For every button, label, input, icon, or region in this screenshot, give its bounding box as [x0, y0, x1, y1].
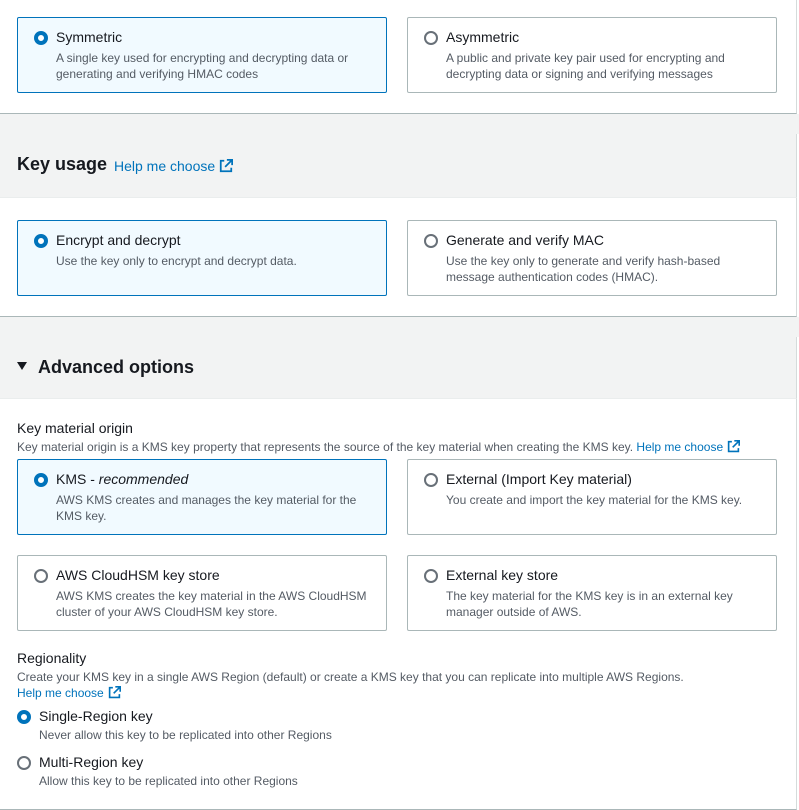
kms-recommended-tag: recommended: [98, 471, 189, 487]
kms-origin-option[interactable]: [17, 459, 387, 535]
key-material-desc-text: Key material origin is a KMS key property that represents the source of the key material when creating the KMS key.: [17, 440, 634, 454]
single-region-label: Single-Region key: [39, 708, 153, 724]
kms-origin-label: [56, 471, 188, 487]
kms-origin-label-text: KMS -: [56, 471, 99, 487]
regionality-help-text: Help me choose: [17, 686, 104, 700]
caret-down-icon[interactable]: [17, 362, 27, 370]
external-key-store-desc: The key material for the KMS key is in an external key manager outside of AWS.: [446, 589, 733, 619]
symmetric-label: Symmetric: [56, 29, 123, 45]
multi-region-label: Multi-Region key: [39, 754, 144, 770]
external-key-store-label: External key store: [446, 567, 559, 583]
external-origin-desc: You create and import the key material for the KMS key.: [446, 493, 743, 507]
symmetric-option[interactable]: [17, 17, 387, 93]
regionality-desc-text: Create your KMS key in a single AWS Region (default) or create a KMS key that you can replicate into multiple AWS Regions.: [17, 670, 684, 684]
asymmetric-label: Asymmetric: [446, 29, 520, 45]
key-material-desc: [17, 439, 740, 455]
key-usage-panel: [0, 198, 797, 317]
encrypt-decrypt-label: Encrypt and decrypt: [56, 232, 181, 248]
kms-origin-desc: AWS KMS creates and manages the key material for the KMS key.: [56, 493, 357, 523]
encrypt-decrypt-desc: Use the key only to encrypt and decrypt data.: [56, 254, 297, 268]
multi-region-desc: Allow this key to be replicated into other Regions: [39, 774, 298, 788]
external-origin-option[interactable]: [407, 459, 777, 535]
encrypt-decrypt-radio[interactable]: [34, 234, 48, 248]
cloudhsm-option[interactable]: [17, 555, 387, 631]
single-region-option[interactable]: [17, 708, 377, 744]
key-material-help-link[interactable]: [636, 440, 740, 454]
generate-mac-radio[interactable]: [424, 234, 438, 248]
generate-mac-option[interactable]: [407, 220, 777, 296]
key-usage-title: Key usage: [17, 154, 108, 174]
asymmetric-radio[interactable]: [424, 31, 438, 45]
multi-region-radio[interactable]: [17, 756, 31, 770]
symmetric-desc: A single key used for encrypting and decrypting data or generating and verifying HMAC codes: [56, 51, 349, 81]
external-link-icon: [219, 159, 233, 173]
multi-region-option[interactable]: [17, 754, 377, 790]
external-link-icon: [727, 440, 740, 453]
section-gap: [0, 114, 799, 134]
key-usage-help-link[interactable]: [114, 158, 233, 174]
key-usage-header: [0, 134, 797, 198]
key-material-label: Key material origin: [17, 420, 133, 436]
symmetric-radio[interactable]: [34, 31, 48, 45]
cloudhsm-label: AWS CloudHSM key store: [56, 567, 220, 583]
asymmetric-desc: A public and private key pair used for encrypting and decrypting data or signing and verifying messages: [446, 51, 725, 81]
regionality-help-link[interactable]: [17, 686, 121, 700]
kms-origin-radio[interactable]: [34, 473, 48, 487]
external-link-icon: [108, 686, 121, 699]
external-key-store-radio[interactable]: [424, 569, 438, 583]
regionality-label: Regionality: [17, 650, 87, 666]
single-region-desc: Never allow this key to be replicated into other Regions: [39, 728, 332, 742]
section-gap: [0, 317, 799, 337]
single-region-radio[interactable]: [17, 710, 31, 724]
advanced-options-title[interactable]: Advanced options: [38, 357, 195, 377]
generate-mac-label: Generate and verify MAC: [446, 232, 604, 248]
key-type-panel: [0, 0, 797, 114]
cloudhsm-desc: AWS KMS creates the key material in the AWS CloudHSM cluster of your AWS CloudHSM key store.: [56, 589, 367, 619]
encrypt-decrypt-option[interactable]: [17, 220, 387, 296]
external-origin-radio[interactable]: [424, 473, 438, 487]
asymmetric-option[interactable]: [407, 17, 777, 93]
external-key-store-option[interactable]: [407, 555, 777, 631]
cloudhsm-radio[interactable]: [34, 569, 48, 583]
key-usage-help-text: Help me choose: [114, 158, 216, 174]
generate-mac-desc: Use the key only to generate and verify hash-based message authentication codes (HMAC).: [446, 254, 721, 284]
key-material-help-text: Help me choose: [636, 440, 724, 454]
regionality-desc: [17, 669, 757, 701]
external-origin-label: External (Import Key material): [446, 471, 632, 487]
